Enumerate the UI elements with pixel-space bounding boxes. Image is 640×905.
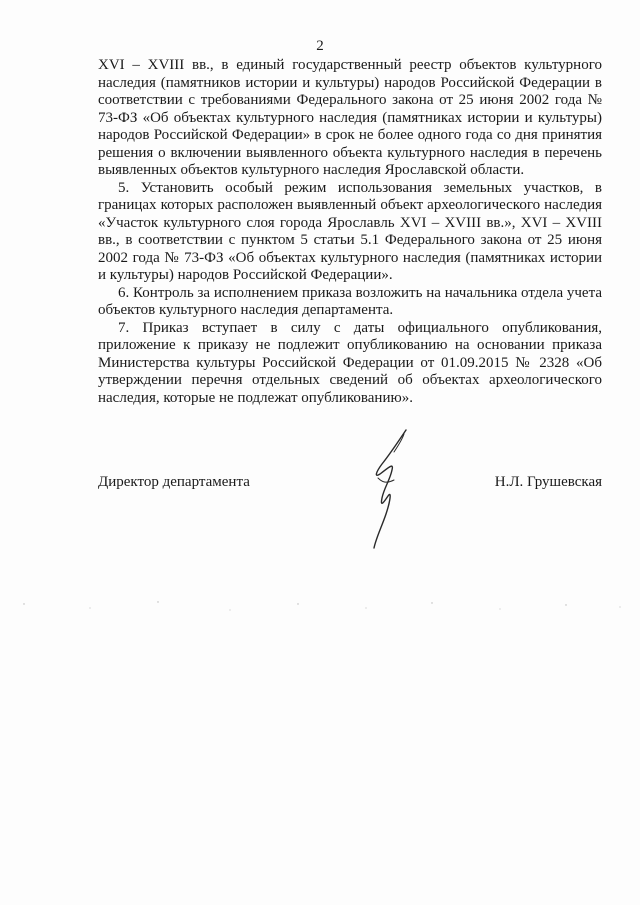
signatory-name: Н.Л. Грушевская [494,474,602,490]
scan-artifact-dots [0,590,640,630]
paragraph-7: 7. Приказ вступает в силу с даты официального опубликования, приложение к приказу не подлежит опубликованию на основании приказа Министерства культуры Российской Федерации от 01.09.2015 № 2328 «Об утверждении перечня отдельных сведений об объектах археологического наследия, которые не подлежат опубликованию». [98,319,602,406]
handwritten-signature [368,428,418,550]
document-body [98,57,602,407]
signature-block [98,474,602,494]
page-number: 2 [316,38,324,54]
paragraph-6: 6. Контроль за исполнением приказа возложить на начальника отдела учета объектов культурного наследия департамента. [98,284,602,318]
paragraph-5: 5. Установить особый режим использования земельных участков, в границах которых расположен выявленный объект археологического наследия «Участок культурного слоя города Ярославль XVI – XVIII вв.», XVI – XVIII вв., в соответствии с пунктом 5 статьи 5.1 Федерального закона от 25 июня 2002 года № 73-ФЗ «Об объектах культурного наследия (памятниках истории и культуры) народов Российской Федерации». [98,179,602,283]
paragraph-continued: XVI – XVIII вв., в единый государственный реестр объектов культурного наследия (памятников истории и культуры) народов Российской Федерации в соответствии с требованиями Федерального закона от 25 июня 2002 года № 73-ФЗ «Об объектах культурного наследия (памятниках истории и культуры) народов Российской Федерации» в срок не более одного года со дня принятия решения о включении выявленного объекта культурного наследия в перечень выявленных объектов культурного наследия Ярославской области. [98,57,602,178]
signatory-title: Директор департамента [98,474,250,490]
